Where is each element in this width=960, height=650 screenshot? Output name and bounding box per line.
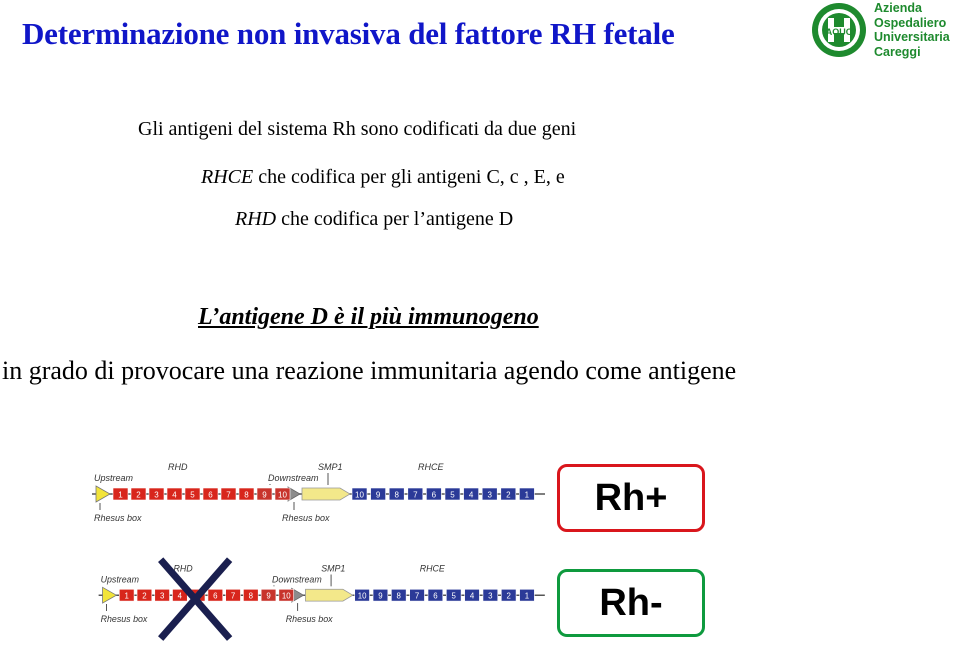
rhce-exon-number: 5 — [450, 490, 455, 500]
rhce-gene-label: RHCE — [419, 563, 445, 574]
rh-negative-box — [557, 569, 705, 637]
rhd-exon-number: 3 — [154, 490, 159, 500]
rhce-exon-number: 5 — [451, 591, 456, 601]
rhce-gene-name: RHCE — [201, 166, 254, 188]
rhce-exon-number: 8 — [396, 591, 401, 601]
rhce-exon-number: 4 — [469, 591, 475, 601]
rhd-exon-number: 2 — [136, 490, 141, 500]
rh-negative-label: Rh- — [599, 582, 663, 624]
rhd-exon-number: 1 — [124, 591, 129, 601]
rhce-exon-number: 3 — [488, 591, 493, 601]
rhd-exon-number: 9 — [266, 591, 271, 601]
rhd-exon-number: 3 — [159, 591, 165, 601]
rhd-line — [235, 208, 513, 231]
slide-title: Determinazione non invasiva del fattore RH fetale — [22, 16, 675, 51]
rhce-line — [201, 166, 565, 189]
rhd-exon-number: 2 — [142, 591, 147, 601]
hospital-logo — [808, 0, 960, 60]
rhce-exon-number: 1 — [524, 490, 530, 500]
rhce-description: che codifica per gli antigeni C, c , E, e — [253, 166, 565, 188]
rhd-exon-number: 4 — [172, 490, 177, 500]
rhce-exon-number: 9 — [375, 490, 381, 500]
rhesus-box-label: Rhesus box — [282, 513, 330, 523]
rhesus-box-label: Rhesus box — [285, 613, 333, 624]
logo-line: Careggi — [874, 44, 921, 59]
rhd-exon-number: 8 — [248, 591, 253, 601]
rhce-exon-number: 10 — [355, 490, 364, 500]
logo-line: Ospedaliero — [874, 15, 947, 30]
immunogen-heading: L’antigene D è il più immunogeno — [198, 304, 539, 330]
rh-positive-box — [557, 464, 705, 532]
rhce-exon-number: 3 — [487, 490, 492, 500]
rhce-exon-number: 7 — [413, 490, 418, 500]
rhd-description: che codifica per l’antigene D — [276, 208, 514, 230]
rhesus-box-marker — [103, 587, 117, 603]
rhd-exon-number: 7 — [226, 490, 231, 500]
rhd-exon-number: 6 — [213, 591, 218, 601]
rhesus-box-label: Rhesus box — [100, 613, 148, 624]
smp1-label: SMP1 — [321, 563, 346, 574]
rhd-exon-number: 5 — [190, 490, 195, 500]
intro-line: Gli antigeni del sistema Rh sono codificati da due geni — [138, 118, 577, 140]
logo-badge-text: AOUC — [825, 27, 853, 37]
rhd-exon-number: 6 — [208, 490, 213, 500]
rhesus-box-marker — [96, 486, 110, 502]
rhce-exon-number: 2 — [506, 490, 511, 500]
rhce-exon-number: 1 — [524, 591, 530, 601]
rhce-exon-number: 10 — [357, 591, 367, 601]
rhce-exon-number: 4 — [468, 490, 474, 500]
rhd-gene-name: RHD — [235, 208, 277, 230]
rhd-gene-label: RHD — [173, 563, 193, 574]
smp1-label: SMP1 — [318, 462, 343, 472]
smp1-gene-arrow — [302, 488, 350, 500]
rhd-exon-number: 10 — [281, 591, 291, 601]
rhce-exon-number: 2 — [506, 591, 511, 601]
rhd-exon-number: 9 — [262, 490, 267, 500]
immunogen-description: in grado di provocare una reazione immunitaria agendo come antigene — [2, 356, 737, 385]
logo-line: Universitaria — [874, 30, 950, 44]
aouc-emblem-icon — [808, 0, 870, 60]
rhesus-box-label: Rhesus box — [94, 513, 142, 523]
rhd-exon-number: 7 — [230, 591, 236, 601]
smp1-gene-arrow — [305, 589, 352, 601]
rh-positive-label: Rh+ — [594, 477, 668, 519]
rhce-exon-number: 6 — [431, 490, 437, 500]
rhce-exon-number: 8 — [394, 490, 399, 500]
rhd-exon-number: 1 — [118, 490, 123, 500]
rhd-exon-number: 8 — [244, 490, 249, 500]
rhd-gene-label: RHD — [168, 462, 188, 472]
logo-line: Azienda — [874, 1, 922, 15]
rhce-exon-number: 9 — [378, 591, 383, 601]
logo-org-name — [874, 1, 950, 59]
upstream-label: Upstream — [94, 473, 134, 483]
rh-locus-diagram — [0, 440, 560, 650]
downstream-label: Downstream — [271, 574, 322, 585]
upstream-label: Upstream — [100, 574, 139, 585]
downstream-label: Downstream — [268, 473, 319, 483]
rhd-exon-number: 10 — [278, 490, 287, 500]
rhce-exon-number: 6 — [433, 591, 438, 601]
rhd-exon-number: 4 — [177, 591, 183, 601]
rhce-exon-number: 7 — [414, 591, 420, 601]
rhce-gene-label: RHCE — [418, 462, 444, 472]
